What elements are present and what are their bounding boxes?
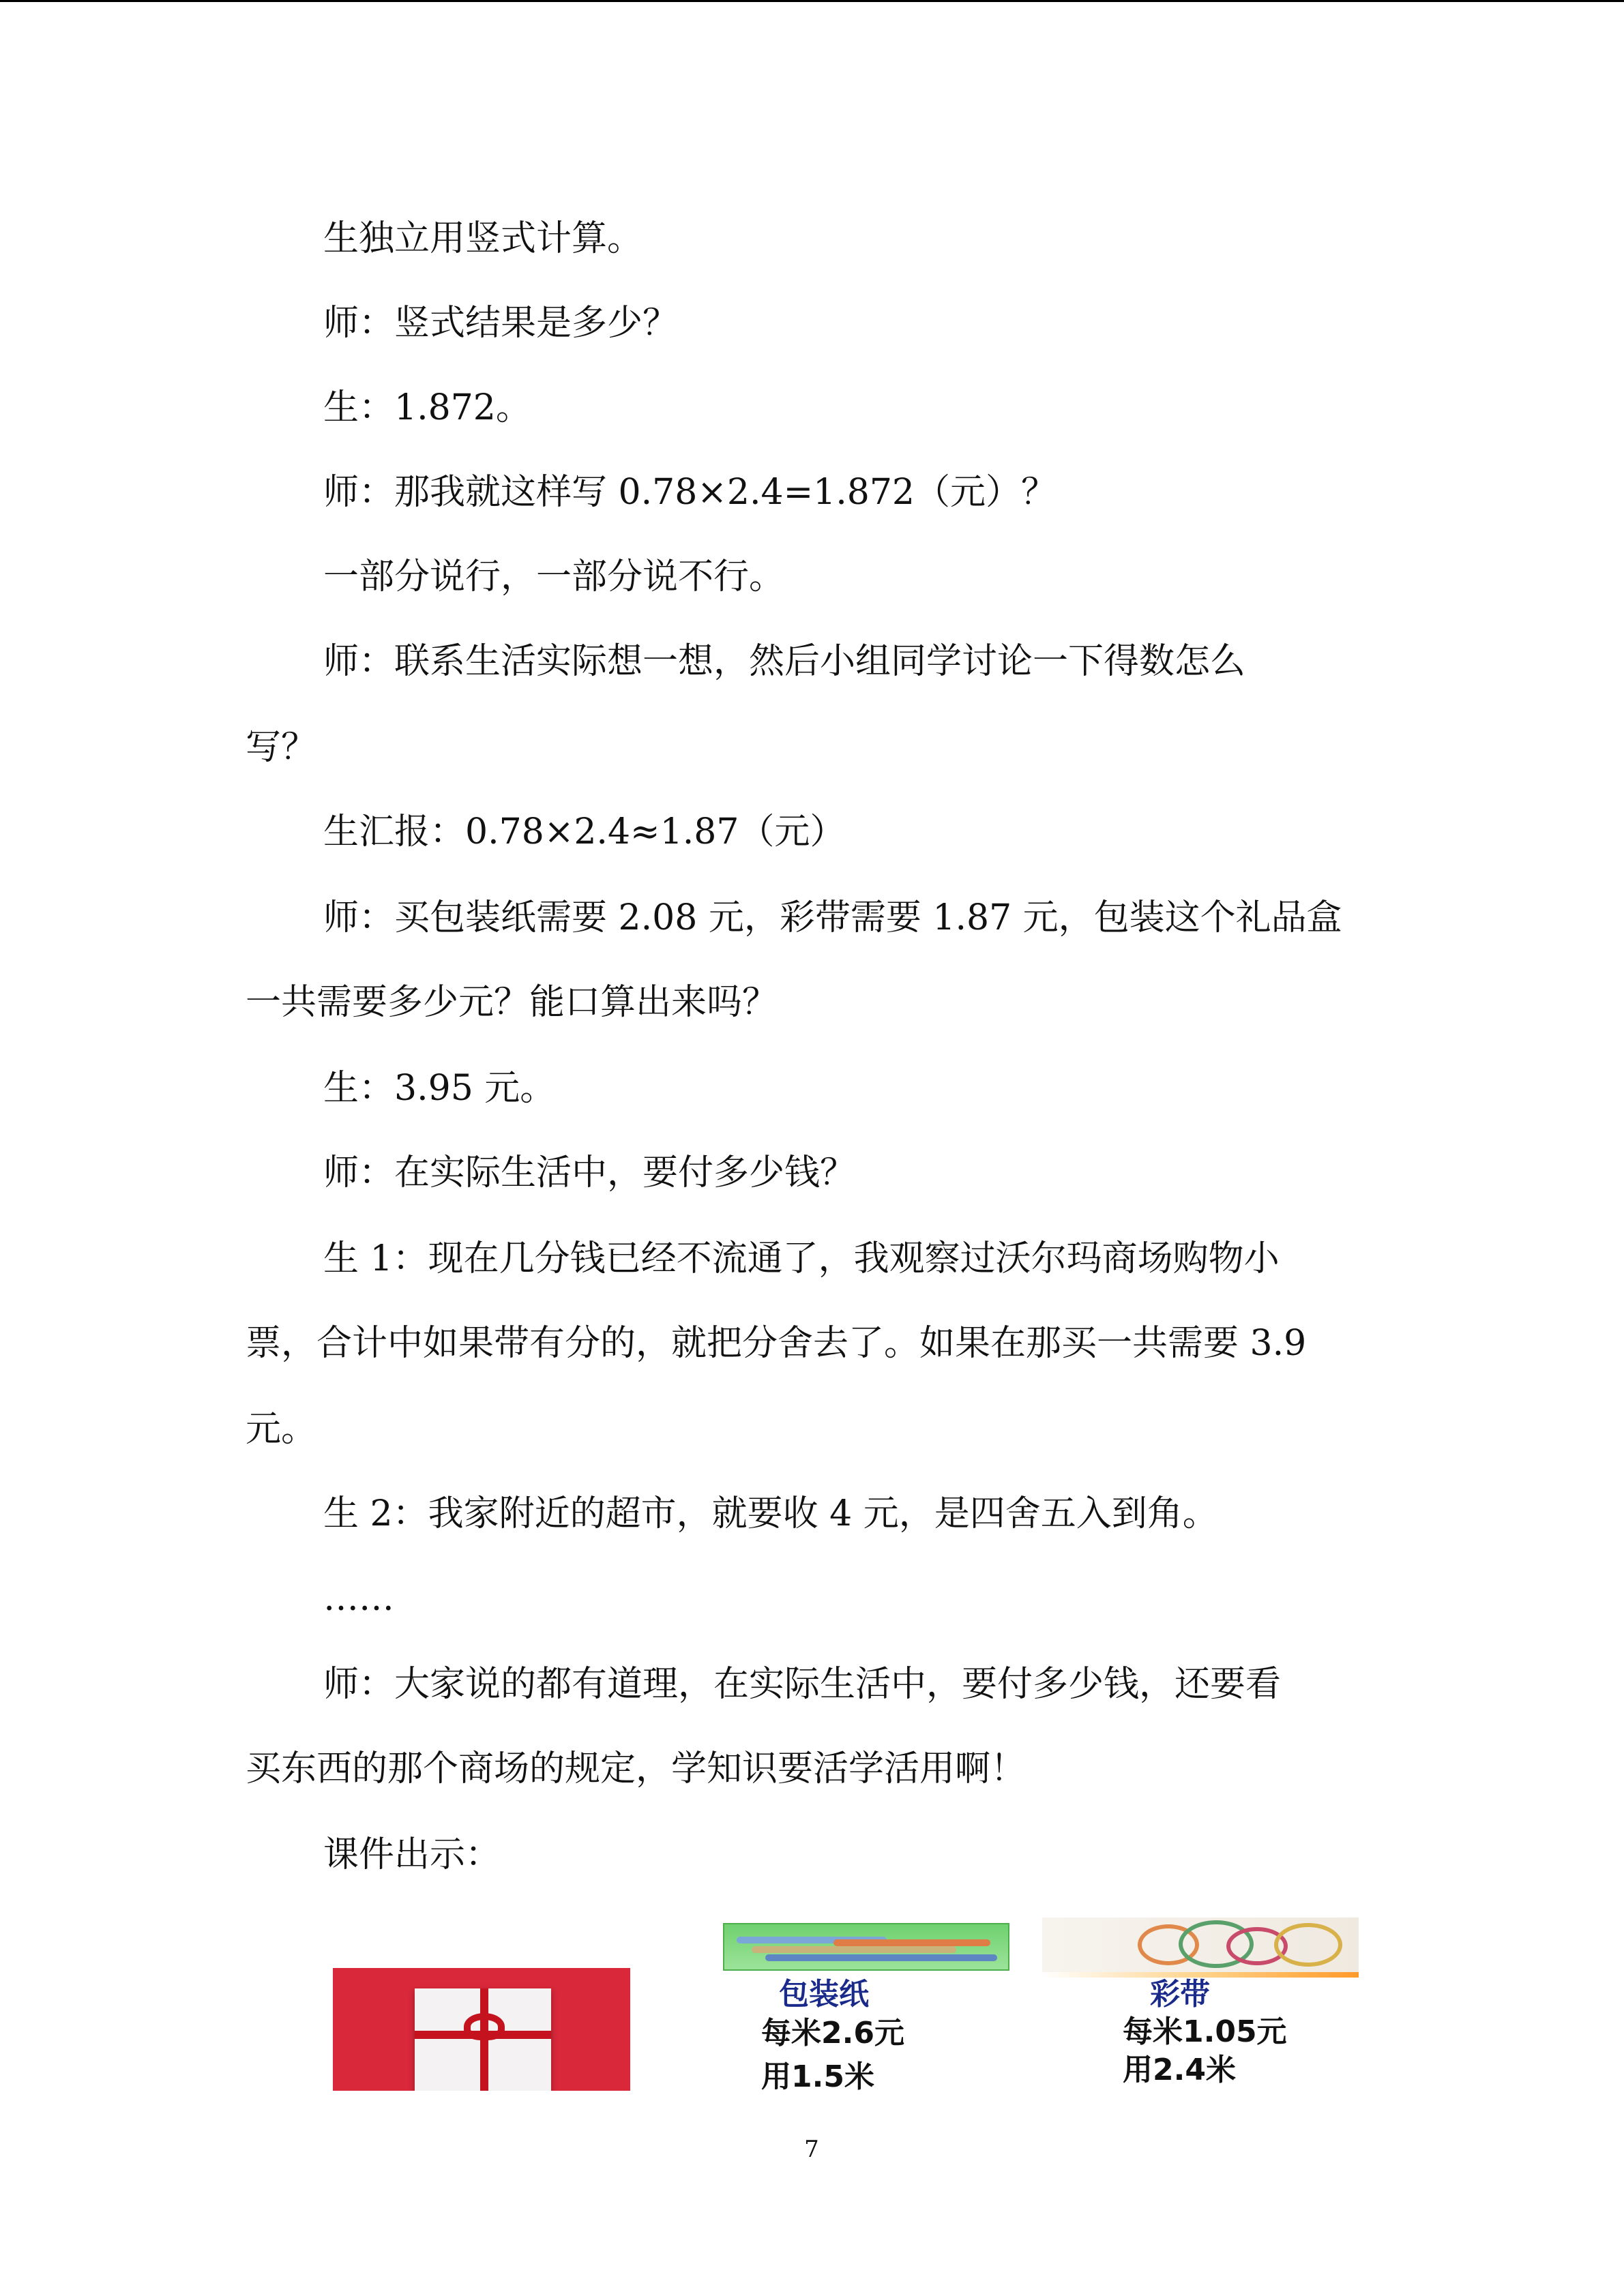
gift-box-image [333, 1968, 630, 2091]
paragraph: 生：1.872。 [323, 387, 531, 428]
paper-roll [765, 1954, 997, 1961]
paragraph: 师：大家说的都有道理，在实际生活中，要付多少钱，还要看 [323, 1664, 1282, 1705]
ribbon-title: 彩带 [1150, 1977, 1210, 2012]
paragraph-continuation: 一共需要多少元？能口算出来吗？ [246, 982, 778, 1023]
ribbon-price: 每米1.05元 [1123, 2014, 1287, 2049]
bow-icon [464, 2013, 505, 2040]
paragraph: 师：买包装纸需要 2.08 元，彩带需要 1.87 元，包装这个礼品盒 [323, 897, 1342, 938]
paragraph: 一部分说行，一部分说不行。 [323, 556, 785, 597]
paragraph-continuation: 元。 [246, 1409, 317, 1450]
paragraph-continuation: 票，合计中如果带有分的，就把分舍去了。如果在那买一共需要 3.9 [246, 1323, 1307, 1364]
paper-title: 包装纸 [779, 1977, 869, 2012]
paragraph: 师：在实际生活中，要付多少钱？ [323, 1152, 856, 1193]
paragraph: 生独立用竖式计算。 [323, 218, 643, 259]
paper-usage: 用1.5米 [761, 2059, 874, 2094]
paragraph-continuation: 写？ [246, 727, 317, 768]
paragraph: 生汇报：0.78×2.4≈1.87（元） [323, 811, 846, 852]
paper-roll [752, 1946, 956, 1953]
paragraph: 生 1：现在几分钱已经不流通了，我观察过沃尔玛商场购物小 [323, 1238, 1280, 1279]
ellipsis-line: …… [323, 1578, 394, 1619]
paragraph: 课件出示： [323, 1834, 501, 1875]
paragraph: 生 2：我家附近的超市，就要收 4 元，是四舍五入到角。 [323, 1493, 1218, 1534]
gift-box-icon [415, 1988, 551, 2091]
paragraph: 师：竖式结果是多少？ [323, 303, 679, 344]
paragraph: 师：那我就这样写 0.78×2.4=1.872（元）？ [323, 472, 1057, 513]
ribbon-image [1042, 1918, 1359, 1978]
paragraph: 生：3.95 元。 [323, 1068, 556, 1109]
paragraph-continuation: 买东西的那个商场的规定，学知识要活学活用啊！ [246, 1748, 1027, 1789]
paper-price: 每米2.6元 [761, 2016, 904, 2051]
ribbon-usage: 用2.4米 [1123, 2053, 1236, 2087]
page-number: 7 [804, 2136, 819, 2163]
ribbon-curl [1274, 1923, 1342, 1967]
paragraph: 师：联系生活实际想一想，然后小组同学讨论一下得数怎么 [323, 641, 1246, 682]
wrapping-paper-image [723, 1923, 1009, 1971]
paper-roll [833, 1939, 990, 1946]
